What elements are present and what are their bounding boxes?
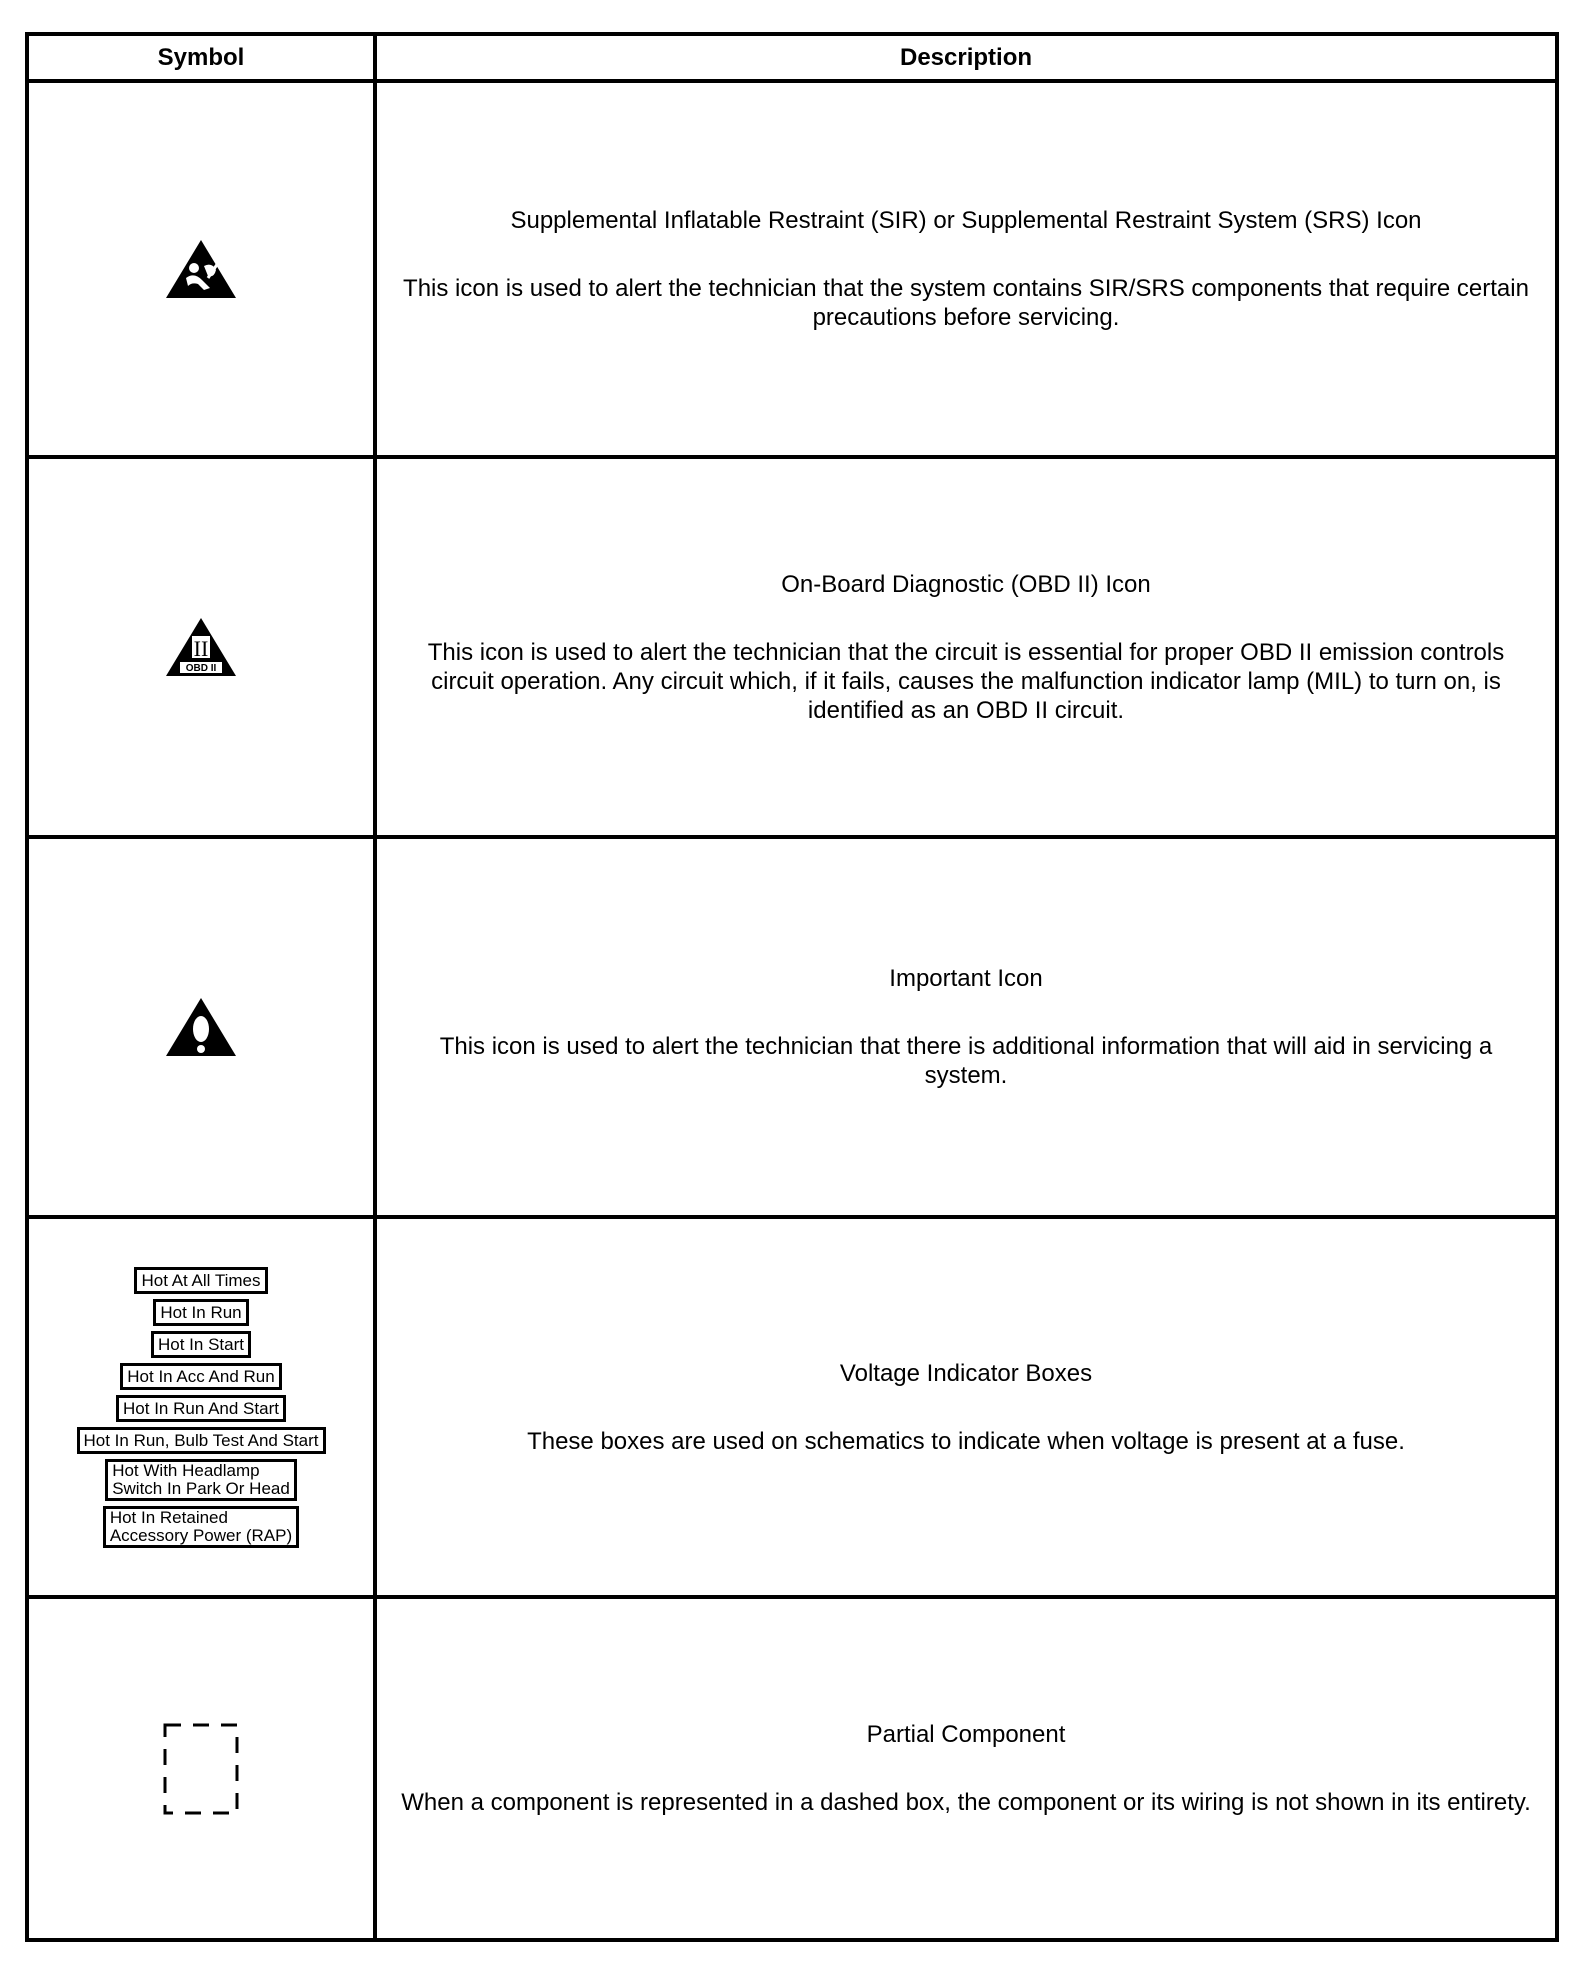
symbol-cell [29,1599,377,1938]
voltage-box: Hot In Acc And Run [120,1363,281,1390]
description-cell [377,459,1555,835]
voltage-box: Hot In Retained Accessory Power (RAP) [103,1506,299,1548]
table-row-voltage [29,1219,1555,1599]
header-description: Description [899,43,1033,71]
voltage-box: Hot In Run And Start [116,1395,286,1422]
obd-numeral: II [193,636,209,661]
row-title: Partial Component [866,1721,1066,1748]
symbol-cell [29,1219,377,1595]
voltage-box: Hot In Start [151,1331,251,1358]
table-header [29,36,1555,83]
table-row-important [29,839,1555,1219]
table-row-partial [29,1599,1555,1938]
row-body: When a component is represented in a dashed box, the component or its wiring is not shown in its entirety. [401,1789,1531,1816]
voltage-box: Hot In Run, Bulb Test And Start [77,1427,326,1454]
obd-label: OBD II [185,663,217,674]
header-symbol: Symbol [29,36,377,79]
row-body: This icon is used to alert the technician that the system contains SIR/SRS components that require certain precautions before servicing. [403,275,1529,331]
row-body: These boxes are used on schematics to indicate when voltage is present at a fuse. [527,1427,1405,1455]
symbol-cell [29,459,377,835]
row-title: Supplemental Inflatable Restraint (SIR) or Supplemental Restraint System (SRS) Icon [510,207,1422,234]
obd-ii-triangle-icon [164,616,238,678]
row-title: On-Board Diagnostic (OBD II) Icon [781,570,1151,598]
row-body: This icon is used to alert the technician that the circuit is essential for proper OBD II emission controls circuit operation. Any circuit which, if it fails, causes the malfunction indicator lamp (MIL) to turn on, is identified as an OBD II circuit. [427,638,1505,724]
description-cell [377,839,1555,1215]
description-cell [377,1599,1555,1938]
row-title: Important Icon [889,965,1043,992]
description-cell [377,83,1555,455]
voltage-box-list [77,1267,326,1548]
sir-airbag-warning-triangle-icon [164,238,238,300]
important-exclamation-triangle-icon [164,996,238,1058]
symbol-table [25,32,1559,1942]
voltage-box: Hot At All Times [134,1267,267,1294]
dashed-box-partial-component-icon [161,1721,241,1817]
table-row-sir [29,83,1555,459]
row-title: Voltage Indicator Boxes [839,1359,1093,1387]
row-body: This icon is used to alert the technician that there is additional information that will aid in servicing a system. [439,1033,1493,1089]
voltage-box: Hot With Headlamp Switch In Park Or Head [105,1459,297,1501]
symbol-cell [29,83,377,455]
voltage-box: Hot In Run [153,1299,248,1326]
table-row-obd [29,459,1555,839]
description-cell [377,1219,1555,1595]
symbol-cell [29,839,377,1215]
